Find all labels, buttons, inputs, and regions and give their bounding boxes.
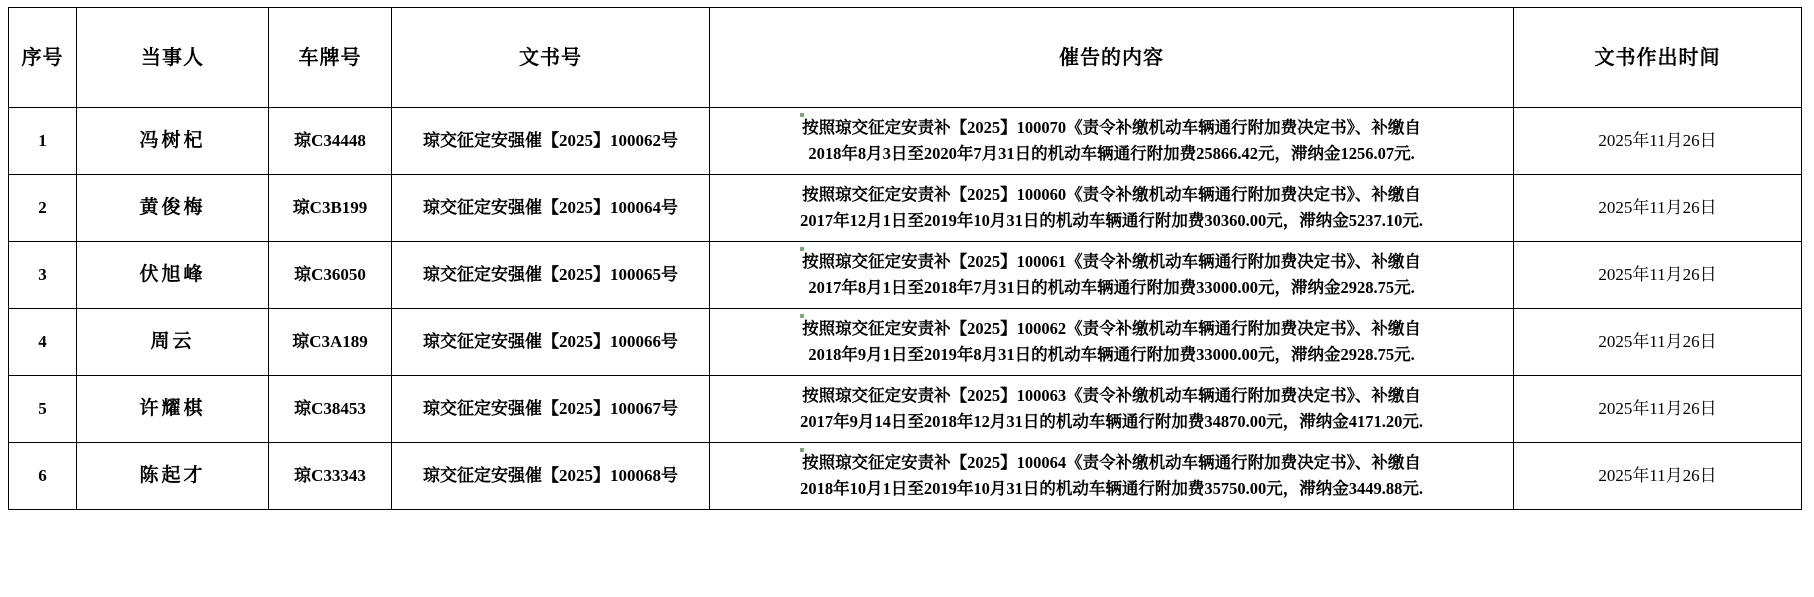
table-header <box>9 8 1802 108</box>
cell-doc-no: 琼交征定安强催【2025】100068号 <box>392 443 710 510</box>
table-body <box>9 108 1802 510</box>
column-header-party-label: 当事人 <box>141 46 204 69</box>
cell-content-line-1: 按照琼交征定安责补【2025】100064《责令补缴机动车辆通行附加费决定书》、补缴自 <box>802 453 1421 473</box>
cell-content-line-1: 按照琼交征定安责补【2025】100061《责令补缴机动车辆通行附加费决定书》、补缴自 <box>802 252 1421 272</box>
cell-content <box>710 108 1514 175</box>
cell-doc-no: 琼交征定安强催【2025】100066号 <box>392 309 710 376</box>
table-row <box>9 242 1802 309</box>
cell-content <box>710 376 1514 443</box>
cell-date: 2025年11月26日 <box>1514 175 1802 242</box>
cell-seq: 3 <box>9 242 77 309</box>
cell-party: 黄俊梅 <box>77 175 269 242</box>
cell-party: 冯树杞 <box>77 108 269 175</box>
cell-content-line-1: 按照琼交征定安责补【2025】100070《责令补缴机动车辆通行附加费决定书》、补缴自 <box>802 118 1421 138</box>
cell-plate: 琼C3A189 <box>269 309 392 376</box>
cell-plate: 琼C3B199 <box>269 175 392 242</box>
document-sheet <box>0 7 1814 597</box>
cell-party: 陈起才 <box>77 443 269 510</box>
cell-date: 2025年11月26日 <box>1514 443 1802 510</box>
cell-plate: 琼C34448 <box>269 108 392 175</box>
cell-seq: 5 <box>9 376 77 443</box>
scan-artifact-mark <box>800 448 804 452</box>
column-header-content <box>710 8 1514 108</box>
notice-table <box>8 7 1802 510</box>
cell-date: 2025年11月26日 <box>1514 108 1802 175</box>
table-row <box>9 443 1802 510</box>
scan-artifact-mark <box>800 247 804 251</box>
cell-content-line-1: 按照琼交征定安责补【2025】100062《责令补缴机动车辆通行附加费决定书》、补缴自 <box>802 319 1421 339</box>
cell-seq: 4 <box>9 309 77 376</box>
column-header-seq-label: 序号 <box>21 46 64 69</box>
cell-content-line-2: 2017年12月1日至2019年10月31日的机动车辆通行附加费30360.00元，滞纳金5237.10元. <box>800 211 1423 230</box>
cell-seq: 2 <box>9 175 77 242</box>
column-header-doc-no-label: 文书号 <box>519 46 582 69</box>
column-header-date-label: 文书作出时间 <box>1594 46 1721 69</box>
cell-content-line-2: 2018年9月1日至2019年8月31日的机动车辆通行附加费33000.00元，滞纳金2928.75元. <box>808 345 1415 364</box>
cell-seq: 6 <box>9 443 77 510</box>
cell-content <box>710 175 1514 242</box>
cell-date: 2025年11月26日 <box>1514 242 1802 309</box>
cell-date: 2025年11月26日 <box>1514 376 1802 443</box>
column-header-party <box>77 8 269 108</box>
cell-content-line-1: 按照琼交征定安责补【2025】100063《责令补缴机动车辆通行附加费决定书》、补缴自 <box>802 386 1421 406</box>
column-header-date <box>1514 8 1802 108</box>
cell-content <box>710 309 1514 376</box>
cell-party: 许耀棋 <box>77 376 269 443</box>
cell-plate: 琼C33343 <box>269 443 392 510</box>
cell-seq: 1 <box>9 108 77 175</box>
table-row <box>9 376 1802 443</box>
cell-party: 伏旭峰 <box>77 242 269 309</box>
cell-plate: 琼C38453 <box>269 376 392 443</box>
cell-content <box>710 242 1514 309</box>
table-row <box>9 175 1802 242</box>
cell-doc-no: 琼交征定安强催【2025】100062号 <box>392 108 710 175</box>
cell-doc-no: 琼交征定安强催【2025】100064号 <box>392 175 710 242</box>
cell-content-line-2: 2017年8月1日至2018年7月31日的机动车辆通行附加费33000.00元，滞纳金2928.75元. <box>808 278 1415 297</box>
column-header-seq <box>9 8 77 108</box>
scan-artifact-mark <box>800 113 804 117</box>
header-row <box>9 8 1802 108</box>
column-header-doc-no <box>392 8 710 108</box>
cell-content <box>710 443 1514 510</box>
cell-date: 2025年11月26日 <box>1514 309 1802 376</box>
cell-party: 周云 <box>77 309 269 376</box>
cell-doc-no: 琼交征定安强催【2025】100067号 <box>392 376 710 443</box>
column-header-content-label: 催告的内容 <box>1059 46 1164 69</box>
cell-content-line-1: 按照琼交征定安责补【2025】100060《责令补缴机动车辆通行附加费决定书》、补缴自 <box>802 185 1421 205</box>
cell-content-line-2: 2017年9月14日至2018年12月31日的机动车辆通行附加费34870.00元，滞纳金4171.20元. <box>800 412 1423 431</box>
column-header-plate <box>269 8 392 108</box>
table-row <box>9 309 1802 376</box>
cell-doc-no: 琼交征定安强催【2025】100065号 <box>392 242 710 309</box>
cell-content-line-2: 2018年10月1日至2019年10月31日的机动车辆通行附加费35750.00元，滞纳金3449.88元. <box>800 479 1423 498</box>
table-row <box>9 108 1802 175</box>
cell-content-line-2: 2018年8月3日至2020年7月31日的机动车辆通行附加费25866.42元，滞纳金1256.07元. <box>808 144 1415 163</box>
cell-plate: 琼C36050 <box>269 242 392 309</box>
scan-artifact-mark <box>800 314 804 318</box>
column-header-plate-label: 车牌号 <box>298 46 362 69</box>
